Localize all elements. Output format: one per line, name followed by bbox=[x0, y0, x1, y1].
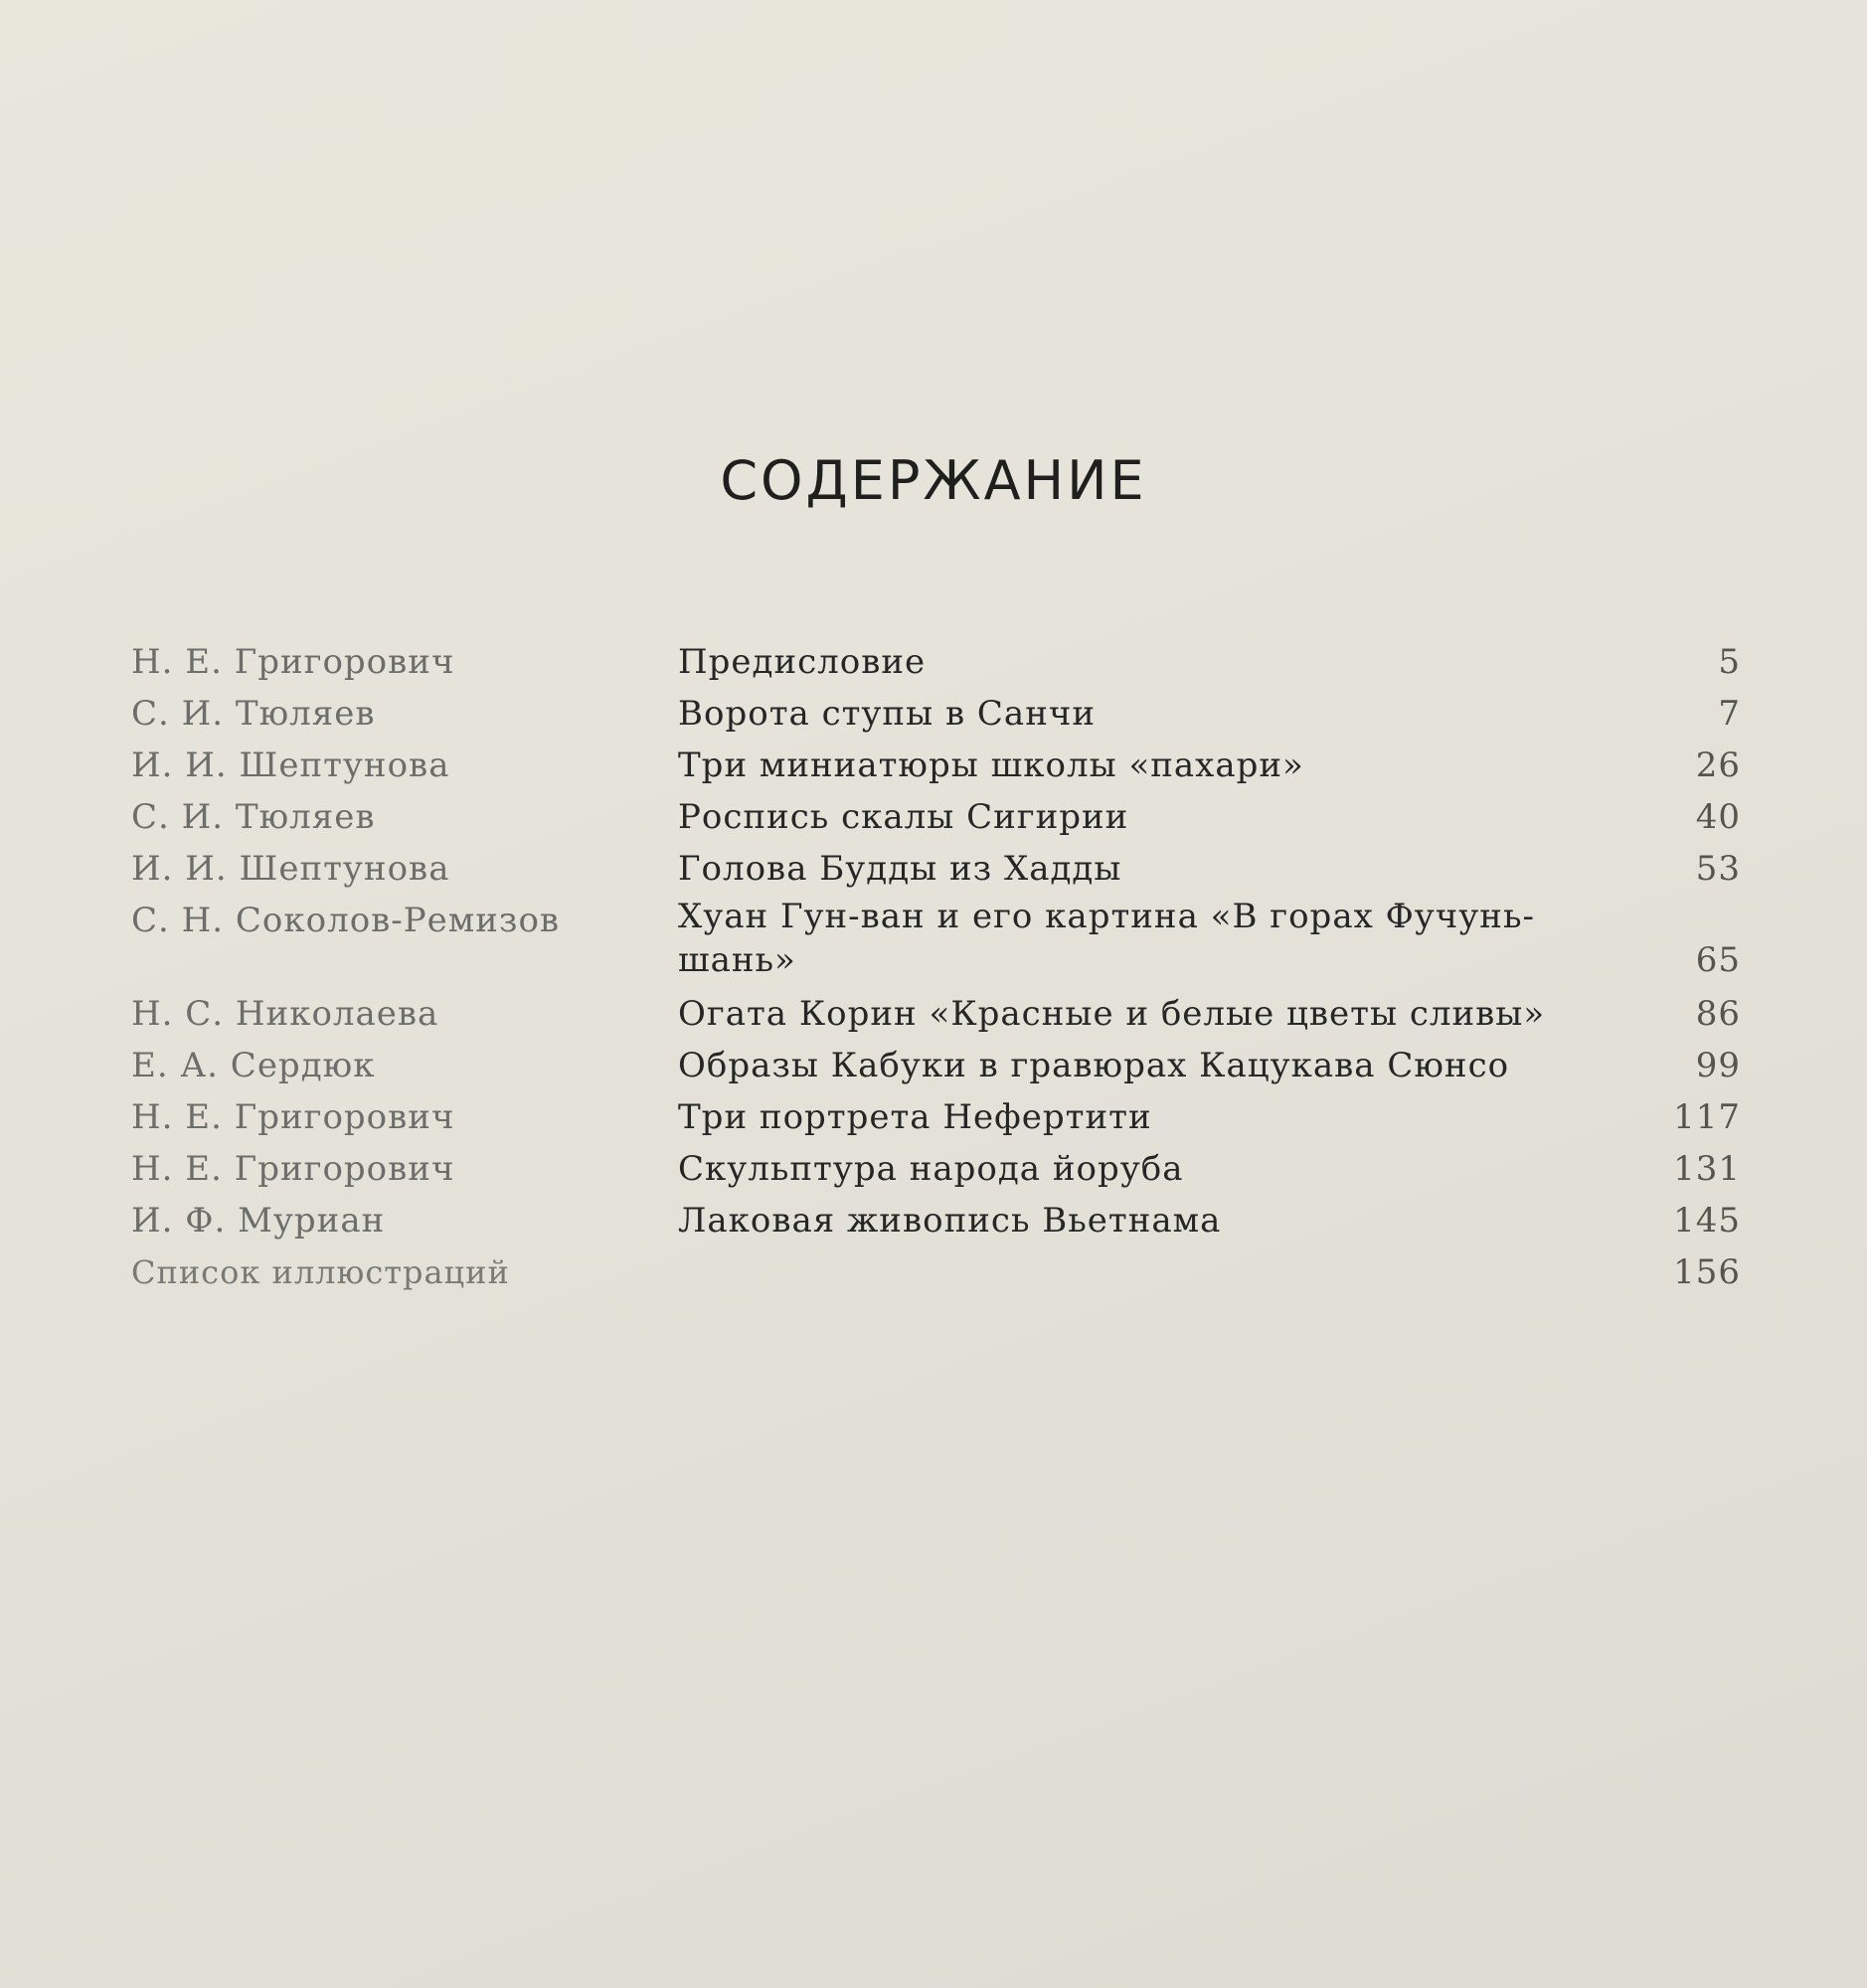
toc-author: С. И. Тюляев bbox=[131, 694, 376, 734]
toc-page-number: 86 bbox=[1695, 994, 1741, 1034]
toc-page-number: 117 bbox=[1673, 1097, 1741, 1137]
page-title: СОДЕРЖАНИЕ bbox=[720, 449, 1147, 512]
toc-illustrations-label: Список иллюстраций bbox=[131, 1253, 510, 1291]
toc-title: Голова Будды из Хадды bbox=[678, 849, 1122, 889]
toc-author: Н. Е. Григорович bbox=[131, 1097, 455, 1137]
toc-title: Образы Кабуки в гравюрах Кацукава Сюнсо bbox=[678, 1046, 1510, 1085]
toc-author: Н. С. Николаева bbox=[131, 994, 439, 1034]
toc-entry bbox=[131, 1040, 1747, 1091]
toc-author: С. И. Тюляев bbox=[131, 797, 376, 837]
toc-page-number: 5 bbox=[1718, 642, 1741, 682]
toc-title: Три миниатюры школы «пахари» bbox=[678, 746, 1304, 785]
toc-entry bbox=[131, 791, 1747, 843]
toc-title: Скульптура народа йоруба bbox=[678, 1149, 1184, 1189]
toc-entry-illustrations bbox=[131, 1246, 1747, 1298]
toc-title: Три портрета Нефертити bbox=[678, 1097, 1152, 1137]
toc-author: Е. А. Сердюк bbox=[131, 1046, 376, 1085]
toc-page-number: 7 bbox=[1718, 694, 1741, 734]
toc-entry bbox=[131, 636, 1747, 688]
toc-entry bbox=[131, 740, 1747, 791]
toc-title: Хуан Гун-ван и его картина «В горах Фучунь-шань» bbox=[678, 897, 1535, 980]
toc-page-number: 156 bbox=[1673, 1252, 1741, 1292]
toc-author: С. Н. Соколов-Ремизов bbox=[131, 901, 561, 940]
toc-page-number: 40 bbox=[1695, 797, 1741, 837]
toc-entry bbox=[131, 688, 1747, 740]
toc-entry bbox=[131, 843, 1747, 895]
toc-page-number: 65 bbox=[1695, 940, 1741, 980]
toc-page-number: 131 bbox=[1673, 1149, 1741, 1189]
toc-author: И. И. Шептунова bbox=[131, 746, 450, 785]
toc-title: Предисловие bbox=[678, 642, 927, 682]
table-of-contents bbox=[131, 636, 1747, 1298]
toc-page-number: 145 bbox=[1673, 1201, 1741, 1241]
toc-title: Ворота ступы в Санчи bbox=[678, 694, 1096, 734]
toc-author: И. И. Шептунова bbox=[131, 849, 450, 889]
toc-entry bbox=[131, 988, 1747, 1040]
toc-entry bbox=[131, 1195, 1747, 1246]
toc-author: И. Ф. Муриан bbox=[131, 1201, 386, 1241]
toc-title: Огата Корин «Красные и белые цветы сливы» bbox=[678, 994, 1546, 1034]
toc-author: Н. Е. Григорович bbox=[131, 642, 455, 682]
toc-title: Роспись скалы Сигирии bbox=[678, 797, 1129, 837]
toc-entry bbox=[131, 895, 1747, 982]
toc-entry bbox=[131, 1091, 1747, 1143]
toc-page-number: 26 bbox=[1695, 746, 1741, 785]
toc-entry bbox=[131, 1143, 1747, 1195]
toc-page-number: 53 bbox=[1695, 849, 1741, 889]
toc-title: Лаковая живопись Вьетнама bbox=[678, 1201, 1222, 1241]
toc-author: Н. Е. Григорович bbox=[131, 1149, 455, 1189]
toc-page-number: 99 bbox=[1695, 1046, 1741, 1085]
